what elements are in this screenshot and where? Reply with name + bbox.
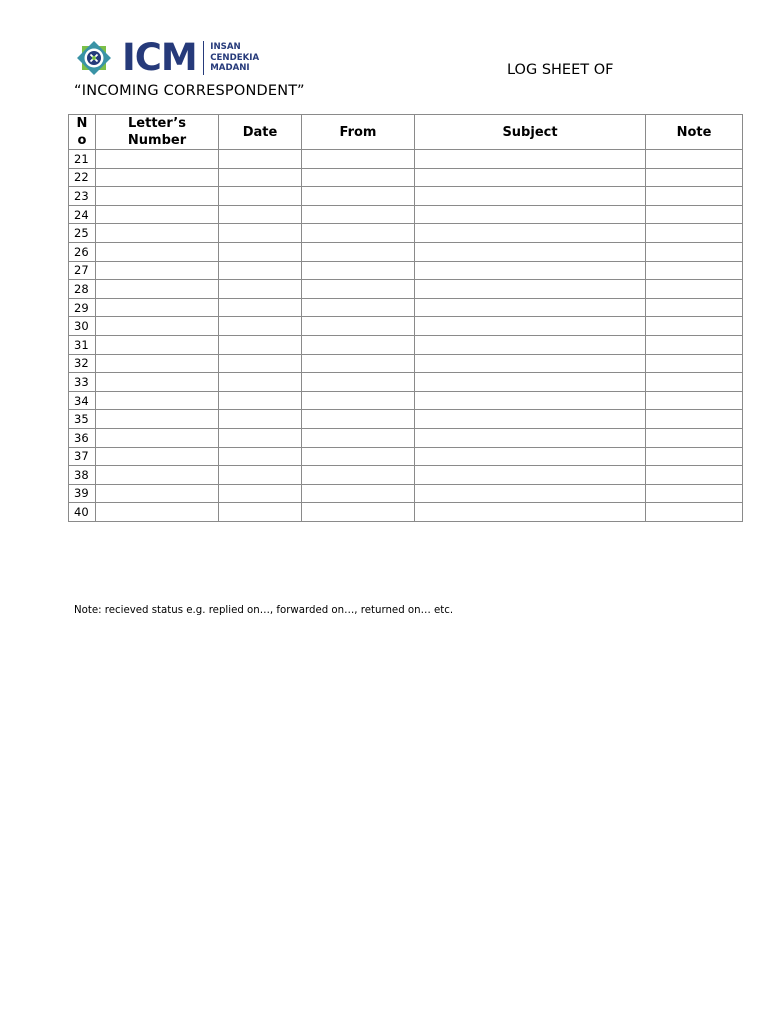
cell-no: 30 xyxy=(69,317,96,336)
table-row xyxy=(69,428,743,447)
cell-from[interactable] xyxy=(302,428,415,447)
cell-note[interactable] xyxy=(646,224,743,243)
table-row xyxy=(69,373,743,392)
cell-date[interactable] xyxy=(219,466,302,485)
cell-letters-number[interactable] xyxy=(96,391,219,410)
organization-logo xyxy=(74,38,259,78)
table-row xyxy=(69,168,743,187)
cell-note[interactable] xyxy=(646,484,743,503)
cell-from[interactable] xyxy=(302,205,415,224)
cell-no: 31 xyxy=(69,335,96,354)
table-row xyxy=(69,187,743,206)
cell-letters-number[interactable] xyxy=(96,503,219,522)
cell-date[interactable] xyxy=(219,298,302,317)
cell-no: 22 xyxy=(69,168,96,187)
cell-note[interactable] xyxy=(646,150,743,169)
cell-date[interactable] xyxy=(219,354,302,373)
column-header-letters-number-line: Letter’s xyxy=(128,116,186,131)
star-ornament-icon xyxy=(74,38,114,78)
table-row xyxy=(69,335,743,354)
cell-note[interactable] xyxy=(646,187,743,206)
cell-subject[interactable] xyxy=(415,224,646,243)
cell-from[interactable] xyxy=(302,150,415,169)
column-header-letters-number xyxy=(96,115,219,150)
cell-letters-number[interactable] xyxy=(96,335,219,354)
cell-subject[interactable] xyxy=(415,466,646,485)
cell-subject[interactable] xyxy=(415,168,646,187)
cell-note[interactable] xyxy=(646,261,743,280)
column-header-date: Date xyxy=(219,115,302,150)
cell-from[interactable] xyxy=(302,242,415,261)
logo-wordmark: ICM xyxy=(122,36,197,79)
cell-date[interactable] xyxy=(219,317,302,336)
cell-date[interactable] xyxy=(219,280,302,299)
column-header-subject: Subject xyxy=(415,115,646,150)
cell-letters-number[interactable] xyxy=(96,187,219,206)
table-row xyxy=(69,261,743,280)
log-table xyxy=(68,114,743,522)
cell-no: 32 xyxy=(69,354,96,373)
cell-subject[interactable] xyxy=(415,373,646,392)
cell-subject[interactable] xyxy=(415,187,646,206)
table-row xyxy=(69,224,743,243)
cell-from[interactable] xyxy=(302,410,415,429)
column-header-no-line: N xyxy=(76,116,88,131)
cell-date[interactable] xyxy=(219,224,302,243)
footnote: Note: recieved status e.g. replied on…, forwarded on…, returned on… etc. xyxy=(74,605,454,616)
cell-note[interactable] xyxy=(646,428,743,447)
cell-from[interactable] xyxy=(302,280,415,299)
cell-note[interactable] xyxy=(646,298,743,317)
cell-letters-number[interactable] xyxy=(96,410,219,429)
cell-from[interactable] xyxy=(302,168,415,187)
cell-no: 36 xyxy=(69,428,96,447)
document-subtitle: “INCOMING CORRESPONDENT” xyxy=(74,83,305,99)
cell-note[interactable] xyxy=(646,447,743,466)
cell-subject[interactable] xyxy=(415,447,646,466)
cell-letters-number[interactable] xyxy=(96,168,219,187)
cell-letters-number[interactable] xyxy=(96,447,219,466)
table-row xyxy=(69,280,743,299)
cell-letters-number[interactable] xyxy=(96,354,219,373)
cell-letters-number[interactable] xyxy=(96,466,219,485)
cell-subject[interactable] xyxy=(415,242,646,261)
cell-letters-number[interactable] xyxy=(96,298,219,317)
cell-from[interactable] xyxy=(302,224,415,243)
cell-date[interactable] xyxy=(219,373,302,392)
cell-date[interactable] xyxy=(219,484,302,503)
cell-subject[interactable] xyxy=(415,484,646,503)
table-row xyxy=(69,150,743,169)
cell-from[interactable] xyxy=(302,187,415,206)
cell-letters-number[interactable] xyxy=(96,242,219,261)
cell-no: 23 xyxy=(69,187,96,206)
cell-subject[interactable] xyxy=(415,335,646,354)
cell-note[interactable] xyxy=(646,242,743,261)
cell-subject[interactable] xyxy=(415,150,646,169)
cell-date[interactable] xyxy=(219,447,302,466)
cell-no: 27 xyxy=(69,261,96,280)
cell-from[interactable] xyxy=(302,335,415,354)
cell-letters-number[interactable] xyxy=(96,261,219,280)
cell-subject[interactable] xyxy=(415,317,646,336)
column-header-no xyxy=(69,115,96,150)
table-row xyxy=(69,447,743,466)
table-row xyxy=(69,205,743,224)
table-row xyxy=(69,503,743,522)
cell-no: 33 xyxy=(69,373,96,392)
cell-date[interactable] xyxy=(219,335,302,354)
logo-tagline-line: CENDEKIA xyxy=(210,52,260,63)
cell-note[interactable] xyxy=(646,410,743,429)
column-header-from: From xyxy=(302,115,415,150)
cell-note[interactable] xyxy=(646,503,743,522)
column-header-letters-number-line: Number xyxy=(127,133,187,148)
cell-letters-number[interactable] xyxy=(96,373,219,392)
document-title: LOG SHEET OF xyxy=(507,62,614,78)
cell-note[interactable] xyxy=(646,354,743,373)
logo-tagline-line: INSAN xyxy=(210,42,241,53)
cell-subject[interactable] xyxy=(415,503,646,522)
logo-divider xyxy=(203,41,205,75)
cell-letters-number[interactable] xyxy=(96,205,219,224)
cell-no: 29 xyxy=(69,298,96,317)
cell-subject[interactable] xyxy=(415,410,646,429)
cell-note[interactable] xyxy=(646,466,743,485)
cell-subject[interactable] xyxy=(415,428,646,447)
cell-letters-number[interactable] xyxy=(96,280,219,299)
table-row xyxy=(69,298,743,317)
cell-letters-number[interactable] xyxy=(96,484,219,503)
cell-note[interactable] xyxy=(646,391,743,410)
cell-note[interactable] xyxy=(646,205,743,224)
cell-date[interactable] xyxy=(219,187,302,206)
cell-from[interactable] xyxy=(302,317,415,336)
cell-note[interactable] xyxy=(646,335,743,354)
cell-from[interactable] xyxy=(302,391,415,410)
cell-subject[interactable] xyxy=(415,261,646,280)
cell-date[interactable] xyxy=(219,150,302,169)
cell-subject[interactable] xyxy=(415,205,646,224)
cell-note[interactable] xyxy=(646,317,743,336)
cell-date[interactable] xyxy=(219,261,302,280)
cell-note[interactable] xyxy=(646,168,743,187)
cell-letters-number[interactable] xyxy=(96,317,219,336)
cell-no: 40 xyxy=(69,503,96,522)
cell-date[interactable] xyxy=(219,205,302,224)
table-row xyxy=(69,410,743,429)
cell-from[interactable] xyxy=(302,466,415,485)
column-header-no-line: o xyxy=(77,133,87,148)
cell-no: 26 xyxy=(69,242,96,261)
cell-note[interactable] xyxy=(646,280,743,299)
cell-no: 39 xyxy=(69,484,96,503)
table-row xyxy=(69,466,743,485)
cell-no: 28 xyxy=(69,280,96,299)
cell-date[interactable] xyxy=(219,428,302,447)
cell-no: 35 xyxy=(69,410,96,429)
cell-from[interactable] xyxy=(302,503,415,522)
cell-from[interactable] xyxy=(302,373,415,392)
cell-from[interactable] xyxy=(302,484,415,503)
cell-subject[interactable] xyxy=(415,280,646,299)
cell-from[interactable] xyxy=(302,354,415,373)
cell-from[interactable] xyxy=(302,261,415,280)
cell-date[interactable] xyxy=(219,168,302,187)
cell-date[interactable] xyxy=(219,242,302,261)
logo-tagline xyxy=(210,42,259,74)
cell-letters-number[interactable] xyxy=(96,150,219,169)
logo-tagline-line: MADANI xyxy=(210,63,250,74)
cell-no: 38 xyxy=(69,466,96,485)
table-row xyxy=(69,242,743,261)
table-header-row xyxy=(69,115,743,150)
cell-subject[interactable] xyxy=(415,354,646,373)
cell-date[interactable] xyxy=(219,391,302,410)
cell-date[interactable] xyxy=(219,410,302,429)
cell-from[interactable] xyxy=(302,447,415,466)
cell-subject[interactable] xyxy=(415,391,646,410)
column-header-note: Note xyxy=(646,115,743,150)
cell-no: 24 xyxy=(69,205,96,224)
cell-letters-number[interactable] xyxy=(96,428,219,447)
cell-from[interactable] xyxy=(302,298,415,317)
table-row xyxy=(69,391,743,410)
cell-subject[interactable] xyxy=(415,298,646,317)
table-row xyxy=(69,317,743,336)
table-body xyxy=(69,150,743,522)
table-row xyxy=(69,354,743,373)
cell-no: 25 xyxy=(69,224,96,243)
cell-no: 37 xyxy=(69,447,96,466)
cell-no: 34 xyxy=(69,391,96,410)
cell-date[interactable] xyxy=(219,503,302,522)
table-row xyxy=(69,484,743,503)
cell-no: 21 xyxy=(69,150,96,169)
cell-letters-number[interactable] xyxy=(96,224,219,243)
cell-note[interactable] xyxy=(646,373,743,392)
